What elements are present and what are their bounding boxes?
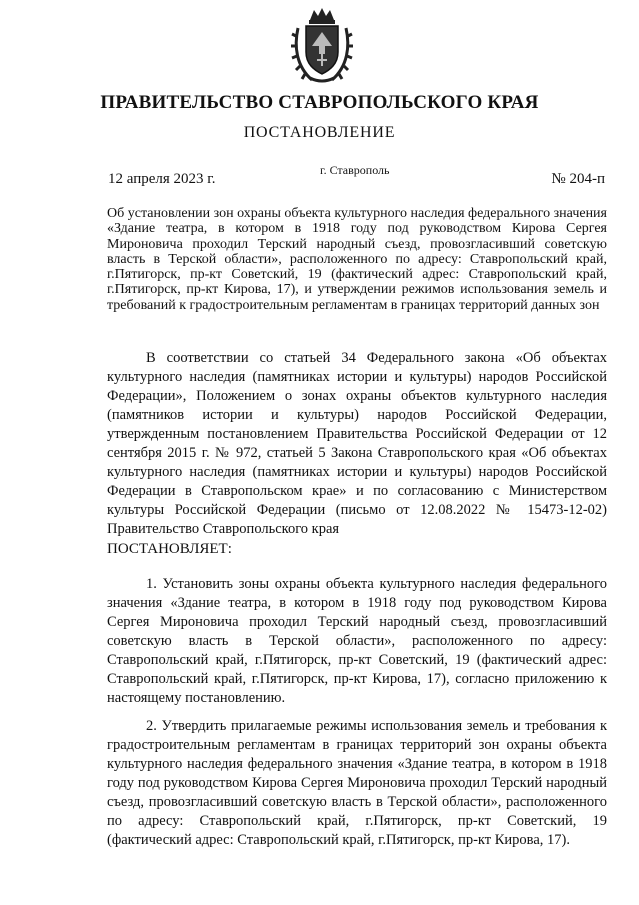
decree-item-2: 2. Утвердить прилагаемые режимы использования земель и требования к градостроительным регламентам в границах территорий зон охраны объекта культурного наследия федерального значения «Здание театра, в котором в 1918 году под руководством Кирова Сергея Мироновича проходил Терский народный съезд, провозгласивший советскую власть в Терской области», расположенного по адресу: Ставропольский край, г.Пятигорск, пр-кт Советский, 19 (фактический адрес: Ставропольский край, г.Пятигорск, пр-кт Кирова, 17). [107, 718, 607, 848]
preamble-paragraph: В соответствии со статьей 34 Федерального закона «Об объектах культурного наследия (памятниках истории и культуры) народов Российской Федерации», Положением о зонах охраны объектов культурного наследия (памятников истории и культуры) народов Российской Федерации, утвержденным постановлением Правительства Российской Федерации от 12 сентября 2015 г. № 972, статьей 5 Закона Ставропольского края «Об объектах культурного наследия (памятниках истории и культуры) народов Российской Федерации в Ставропольском крае» и по согласованию с Министерством культуры Российской Федерации (письмо от 12.08.2022 № 15473-12-02) Правительство Ставропольского края [107, 350, 607, 537]
decree-word: ПОСТАНОВЛЯЕТ: [107, 541, 232, 557]
document-number: № 204-п [551, 171, 605, 187]
coat-of-arms-icon [290, 6, 354, 86]
document-type: ПОСТАНОВЛЕНИЕ [243, 124, 396, 141]
document-subject: Об установлении зон охраны объекта культурного наследия федерального значения «Здание театра, в котором в 1918 году под руководством Кирова Сергея Мироновича проходил Терский народный съезд, провозгласивший советскую власть в Терской области», расположенного по адресу: Ставропольский край, г.Пятигорск, пр-кт Советский, 19 (фактический адрес: Ставропольский край, г.Пятигорск, пр-кт Кирова, 17), и утверждении режимов использования земель и требований к градостроительным регламентам в границах территорий данных зон [107, 206, 607, 313]
government-title: ПРАВИТЕЛЬСТВО СТАВРОПОЛЬСКОГО КРАЯ [100, 92, 539, 113]
document-city: г. Ставрополь [320, 163, 390, 177]
document-date: 12 апреля 2023 г. [108, 171, 216, 187]
decree-item-1: 1. Установить зоны охраны объекта культурного наследия федерального значения «Здание театра, в котором в 1918 году под руководством Кирова Сергея Мироновича проходил Терский народный съезд, провозгласивший советскую власть в Терской области», расположенного по адресу: Ставропольский край, г.Пятигорск, пр-кт Советский, 19 (фактический адрес: Ставропольский край, г.Пятигорск, пр-кт Кирова, 17), согласно приложению к настоящему постановлению. [107, 576, 607, 706]
